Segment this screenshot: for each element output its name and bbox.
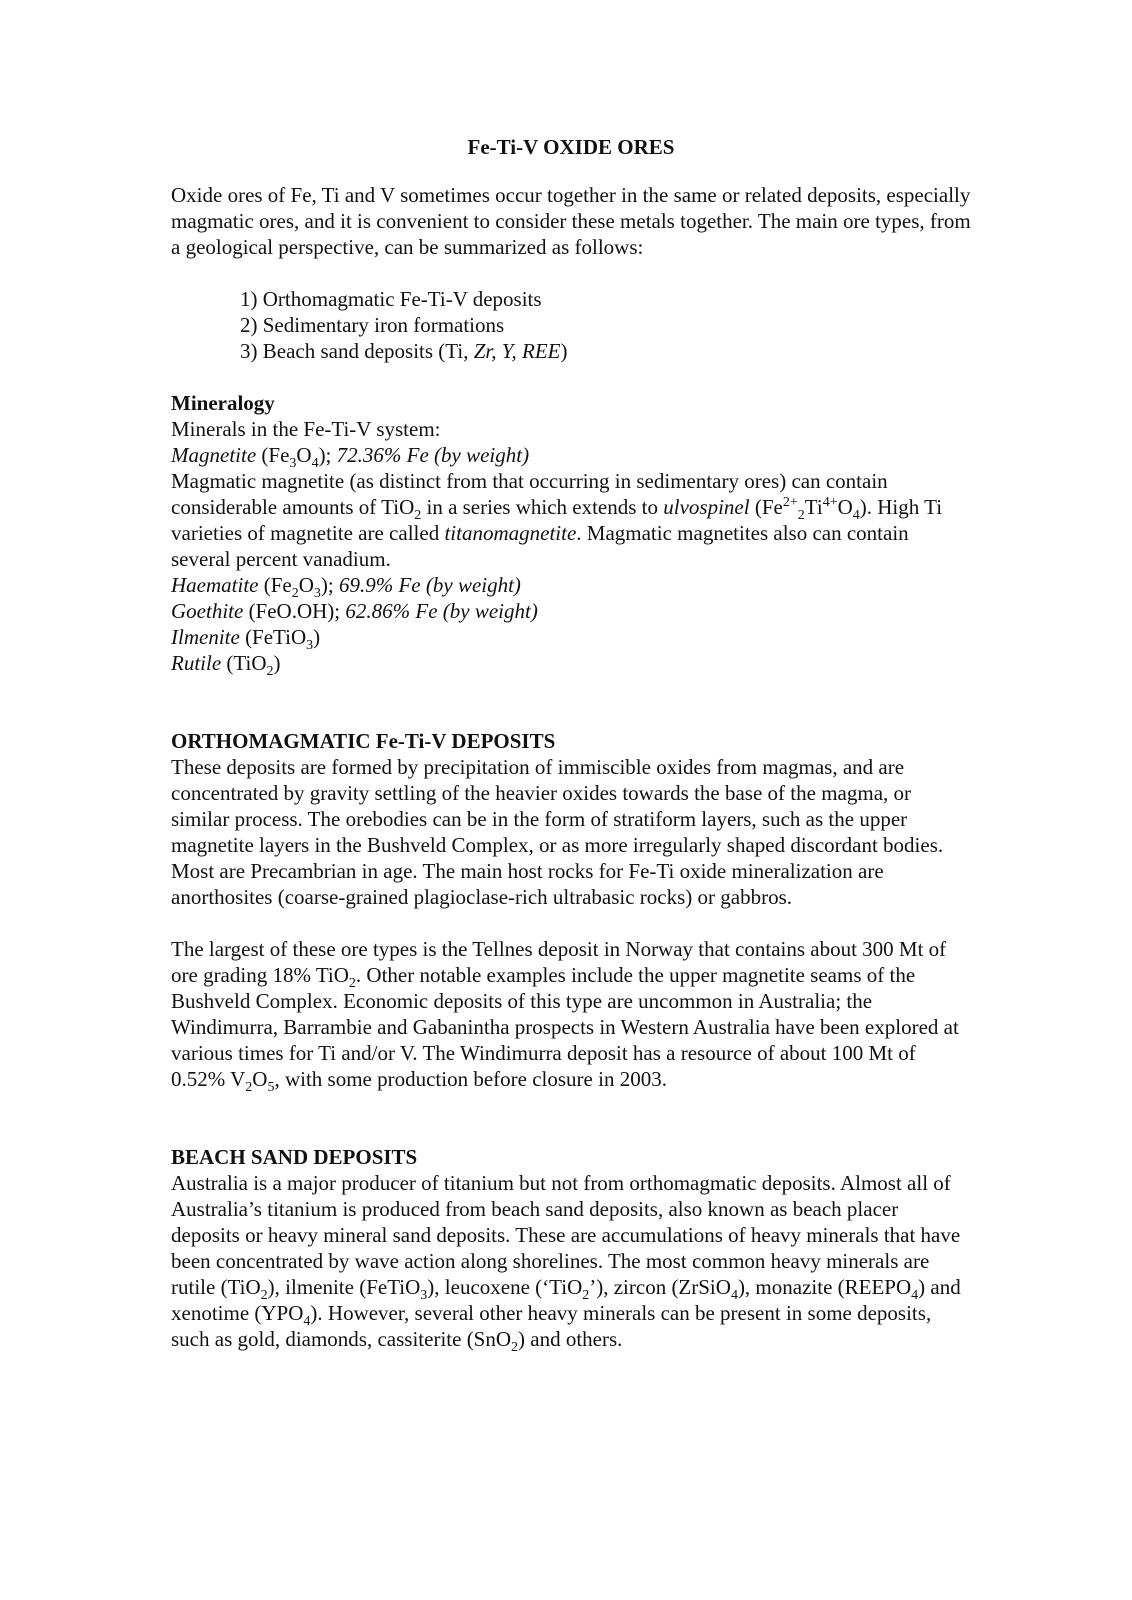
orthomagmatic-paragraph-2: The largest of these ore types is the Tellnes deposit in Norway that contains about 300 Mt of ore grading 18% TiO$_2$. Other notable examples include the upper magnetite seams of the Bushveld Complex. Economic deposits of this type are uncommon in Australia; the Windimurra, Barrambie and Gabanintha prospects in Western Australia have been explored at various times for Ti and/or V. The Windimurra deposit has a resource of about 100 Mt of 0.52% $V_2O_5$, with some production before closure in 2003. [171,937,959,1096]
document-page [171,134,971,1356]
mineralogy-intro: Minerals in the Fe-Ti-V system: [171,417,441,441]
beach-sand-paragraph: Australia is a major producer of titanium but not from orthomagmatic deposits. Almost all of Australia’s titanium is produced from beach sand deposits, also known as beach placer deposits or heavy mineral sand deposits. These are accumulations of heavy minerals that have been concentrated by wave action along shorelines. The most common heavy minerals are rutile (TiO$_2$), ilmenite (FeTiO$_3$), leucoxene (‘TiO$_2$’), zircon (ZrSiO$_4$), monazite $(REEPO_4)$ and xenotime $(YPO_4)$. However, several other heavy minerals can be present in some deposits, such as gold, diamonds, cassiterite (SnO$_2$) and others. [171,1171,961,1356]
mineral-magnetite: Magnetite $(Fe_3O_4)$; 72.36% Fe (by weight) [171,443,530,472]
intro-paragraph: Oxide ores of Fe, Ti and V sometimes occur together in the same or related deposits, especially magmatic ores, and it is convenient to consider these metals together. The main ore types, from a geological perspective, can be summarized as follows: [171,183,971,259]
mineralogy-heading: Mineralogy [171,391,275,415]
orthomagmatic-paragraph-1: These deposits are formed by precipitation of immiscible oxides from magmas, and are concentrated by gravity settling of the heavier oxides towards the base of the magma, or similar process. The orebodies can be in the form of stratiform layers, such as the upper magnetite layers in the Bushveld Complex, or as more irregularly shaped discordant bodies. Most are Precambrian in age. The main host rocks for Fe-Ti oxide mineralization are anorthosites (coarse-grained plagioclase-rich ultrabasic rocks) or gabbros. [171,755,944,909]
ore-types-list [171,286,971,364]
spacer [171,1118,971,1144]
list-item: 3) Beach sand deposits (Ti, Zr, Y, REE) [240,339,568,363]
magnetite-note: Magmatic magnetite (as distinct from that occurring in sedimentary ores) can contain considerable amounts of TiO$_2$ in a series which extends to ulvospinel $(Fe^{2+}_2Ti^{4+}O_4)$. High Ti varieties of magnetite are called titanomagnetite. Magmatic magnetites also can contain several percent vanadium. [171,469,943,571]
document-title: Fe-Ti-V OXIDE ORES [467,135,675,159]
orthomagmatic-heading: ORTHOMAGMATIC Fe-Ti-V DEPOSITS [171,729,556,753]
mineral-rutile: Rutile (TiO$_2$) [171,651,281,680]
spacer [171,1092,971,1118]
list-item: 2) Sedimentary iron formations [240,313,505,337]
spacer [171,676,971,702]
mineral-goethite: Goethite (FeO.OH); 62.86% Fe (by weight) [171,599,538,623]
list-item: 1) Orthomagmatic Fe-Ti-V deposits [240,287,542,311]
beach-sand-heading: BEACH SAND DEPOSITS [171,1145,418,1169]
spacer [171,702,971,728]
mineral-ilmenite: Ilmenite (FeTiO$_3$) [171,625,321,654]
mineral-haematite: Haematite $(Fe_2O_3)$; 69.9% Fe (by weight) [171,573,521,602]
